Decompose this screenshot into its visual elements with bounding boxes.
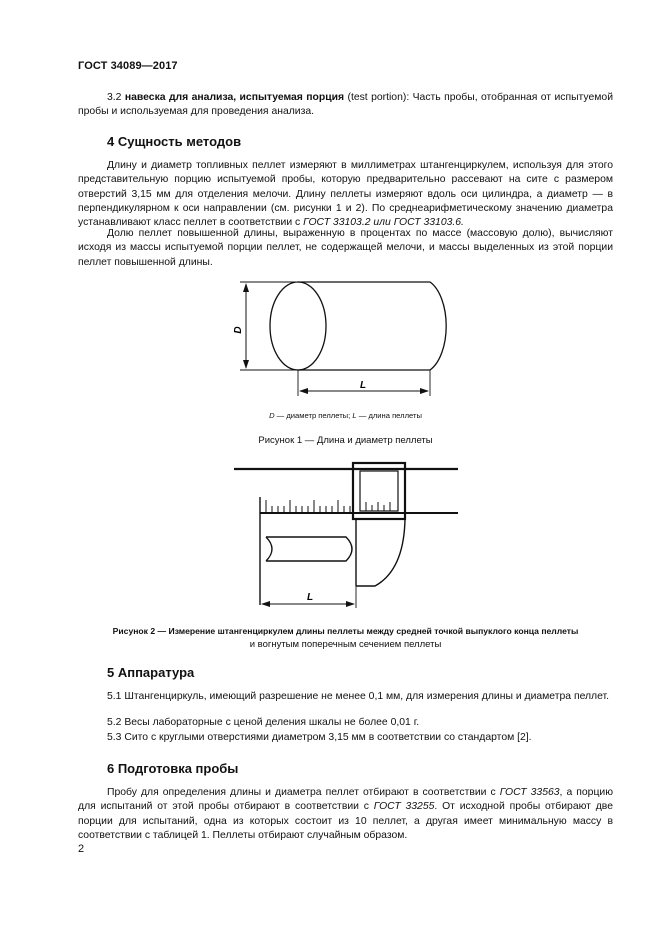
section-5-item-1: 5.1 Штангенциркуль, имеющий разрешение не менее 0,1 мм, для измерения длины и диаметра пеллет.: [107, 691, 610, 702]
document-header: ГОСТ 34089—2017: [78, 60, 178, 72]
section-4-paragraph-2: Долю пеллет повышенной длины, выраженную в процентах по массе (массовую долю), вычисляют исходя из массы испытуемой порции пеллет, не содержащей мелочи, и массы выделенных из этой порции пеллет повышенной длины.: [78, 228, 613, 268]
figure-2-caption-line-2: и вогнутым поперечным сечением пеллеты: [249, 639, 442, 650]
ref-gost-33103-2: ГОСТ 33103.2: [303, 217, 371, 229]
section-6-text-c: . От исходной пробы отбирают две порции для испытаний, одна из которых состоит из 10 пеллет, а другая имеет минимальную массу в соответствии с таблицей 1. Пеллеты отбирают случайным образом.: [78, 801, 613, 841]
caliper-scale-ticks: [266, 500, 350, 513]
term-name: навеска для анализа, испытуемая порция: [124, 92, 345, 103]
ref-gost-33255: ГОСТ 33255: [373, 801, 435, 813]
ref-or: или: [373, 217, 391, 229]
section-5-title: 5 Аппаратура: [107, 665, 195, 680]
term-definition: Часть пробы, отобранная от испытуемой пробы и используемая для проведения анализа.: [78, 92, 614, 118]
diameter-arrow-bottom: [243, 360, 249, 369]
figure-1-caption: Рисунок 1 — Длина и диаметр пеллеты: [258, 435, 433, 446]
figure-1-pellet-diagram: [230, 276, 470, 398]
term-3-2: [78, 91, 613, 120]
figure-2-label-l: L: [306, 592, 314, 603]
figure-1-legend: [78, 411, 613, 420]
ref-gost-33563: ГОСТ 33563: [499, 787, 560, 798]
length-arrow-left: [261, 601, 270, 607]
pellet-end-face: [270, 282, 326, 370]
legend-d-text: — диаметр пеллеты;: [276, 411, 351, 420]
section-4-title: 4 Сущность методов: [107, 134, 242, 149]
section-6-text-a: Пробу для определения длины и диаметра пеллет отбирают в соответствии с: [107, 787, 496, 798]
figure-2-caption-line-1: Рисунок 2 — Измерение штангенциркулем длины пеллеты между средней точкой выпуклого конца пеллеты: [112, 626, 579, 636]
length-arrow-left: [299, 388, 308, 394]
length-arrow-right: [420, 388, 429, 394]
section-4-p1-text: Длину и диаметр топливных пеллет измеряют в миллиметрах штангенциркулем, используя для этого представительную порцию испытуемой пробы, которую предварительно рассевают на сите с размером отверстий 3,15 мм для отделения мелочи. Длину пеллеты измеряют вдоль оси цилиндра, а диаметр — в перпендикулярном к оси направлении (см. рисунки 1 и 2). По среднеарифметическому значению диаметра устанавливают класс пеллет в соответствии с: [78, 160, 613, 229]
caliper-moving-jaw: [356, 519, 405, 586]
pellet-body: [266, 537, 352, 561]
ref-gost-33103-6: ГОСТ 33103.6.: [393, 217, 464, 229]
diameter-arrow-top: [243, 283, 249, 292]
length-arrow-right: [346, 601, 355, 607]
figure-2-caliper-diagram: [230, 460, 462, 610]
term-number: 3.2: [107, 92, 122, 103]
pellet-cylinder-body: [298, 282, 446, 370]
section-6-title: 6 Подготовка пробы: [107, 761, 239, 776]
legend-d-symbol: D: [269, 411, 275, 420]
pellet-concave-end: [266, 537, 272, 561]
legend-l-text: — длина пеллеты: [358, 411, 422, 420]
term-english: (test portion):: [347, 92, 410, 103]
section-6-text-b: , а порцию для испытаний от этой пробы отбирают в соответствии с: [78, 787, 613, 813]
section-5-item-3: 5.3 Сито с круглыми отверстиями диаметром 3,15 мм в соответствии со стандартом [2].: [107, 732, 532, 743]
legend-l-symbol: L: [352, 411, 357, 420]
section-4-paragraph-1: [78, 159, 613, 230]
caliper-vernier-ticks: [366, 502, 390, 511]
section-6-paragraph: [78, 786, 613, 843]
figure-1-label-d: D: [233, 326, 244, 334]
page-number: 2: [78, 843, 85, 855]
figure-1-label-l: L: [359, 380, 367, 391]
section-5-item-2: 5.2 Весы лабораторные с ценой деления шкалы не более 0,01 г.: [107, 717, 420, 728]
